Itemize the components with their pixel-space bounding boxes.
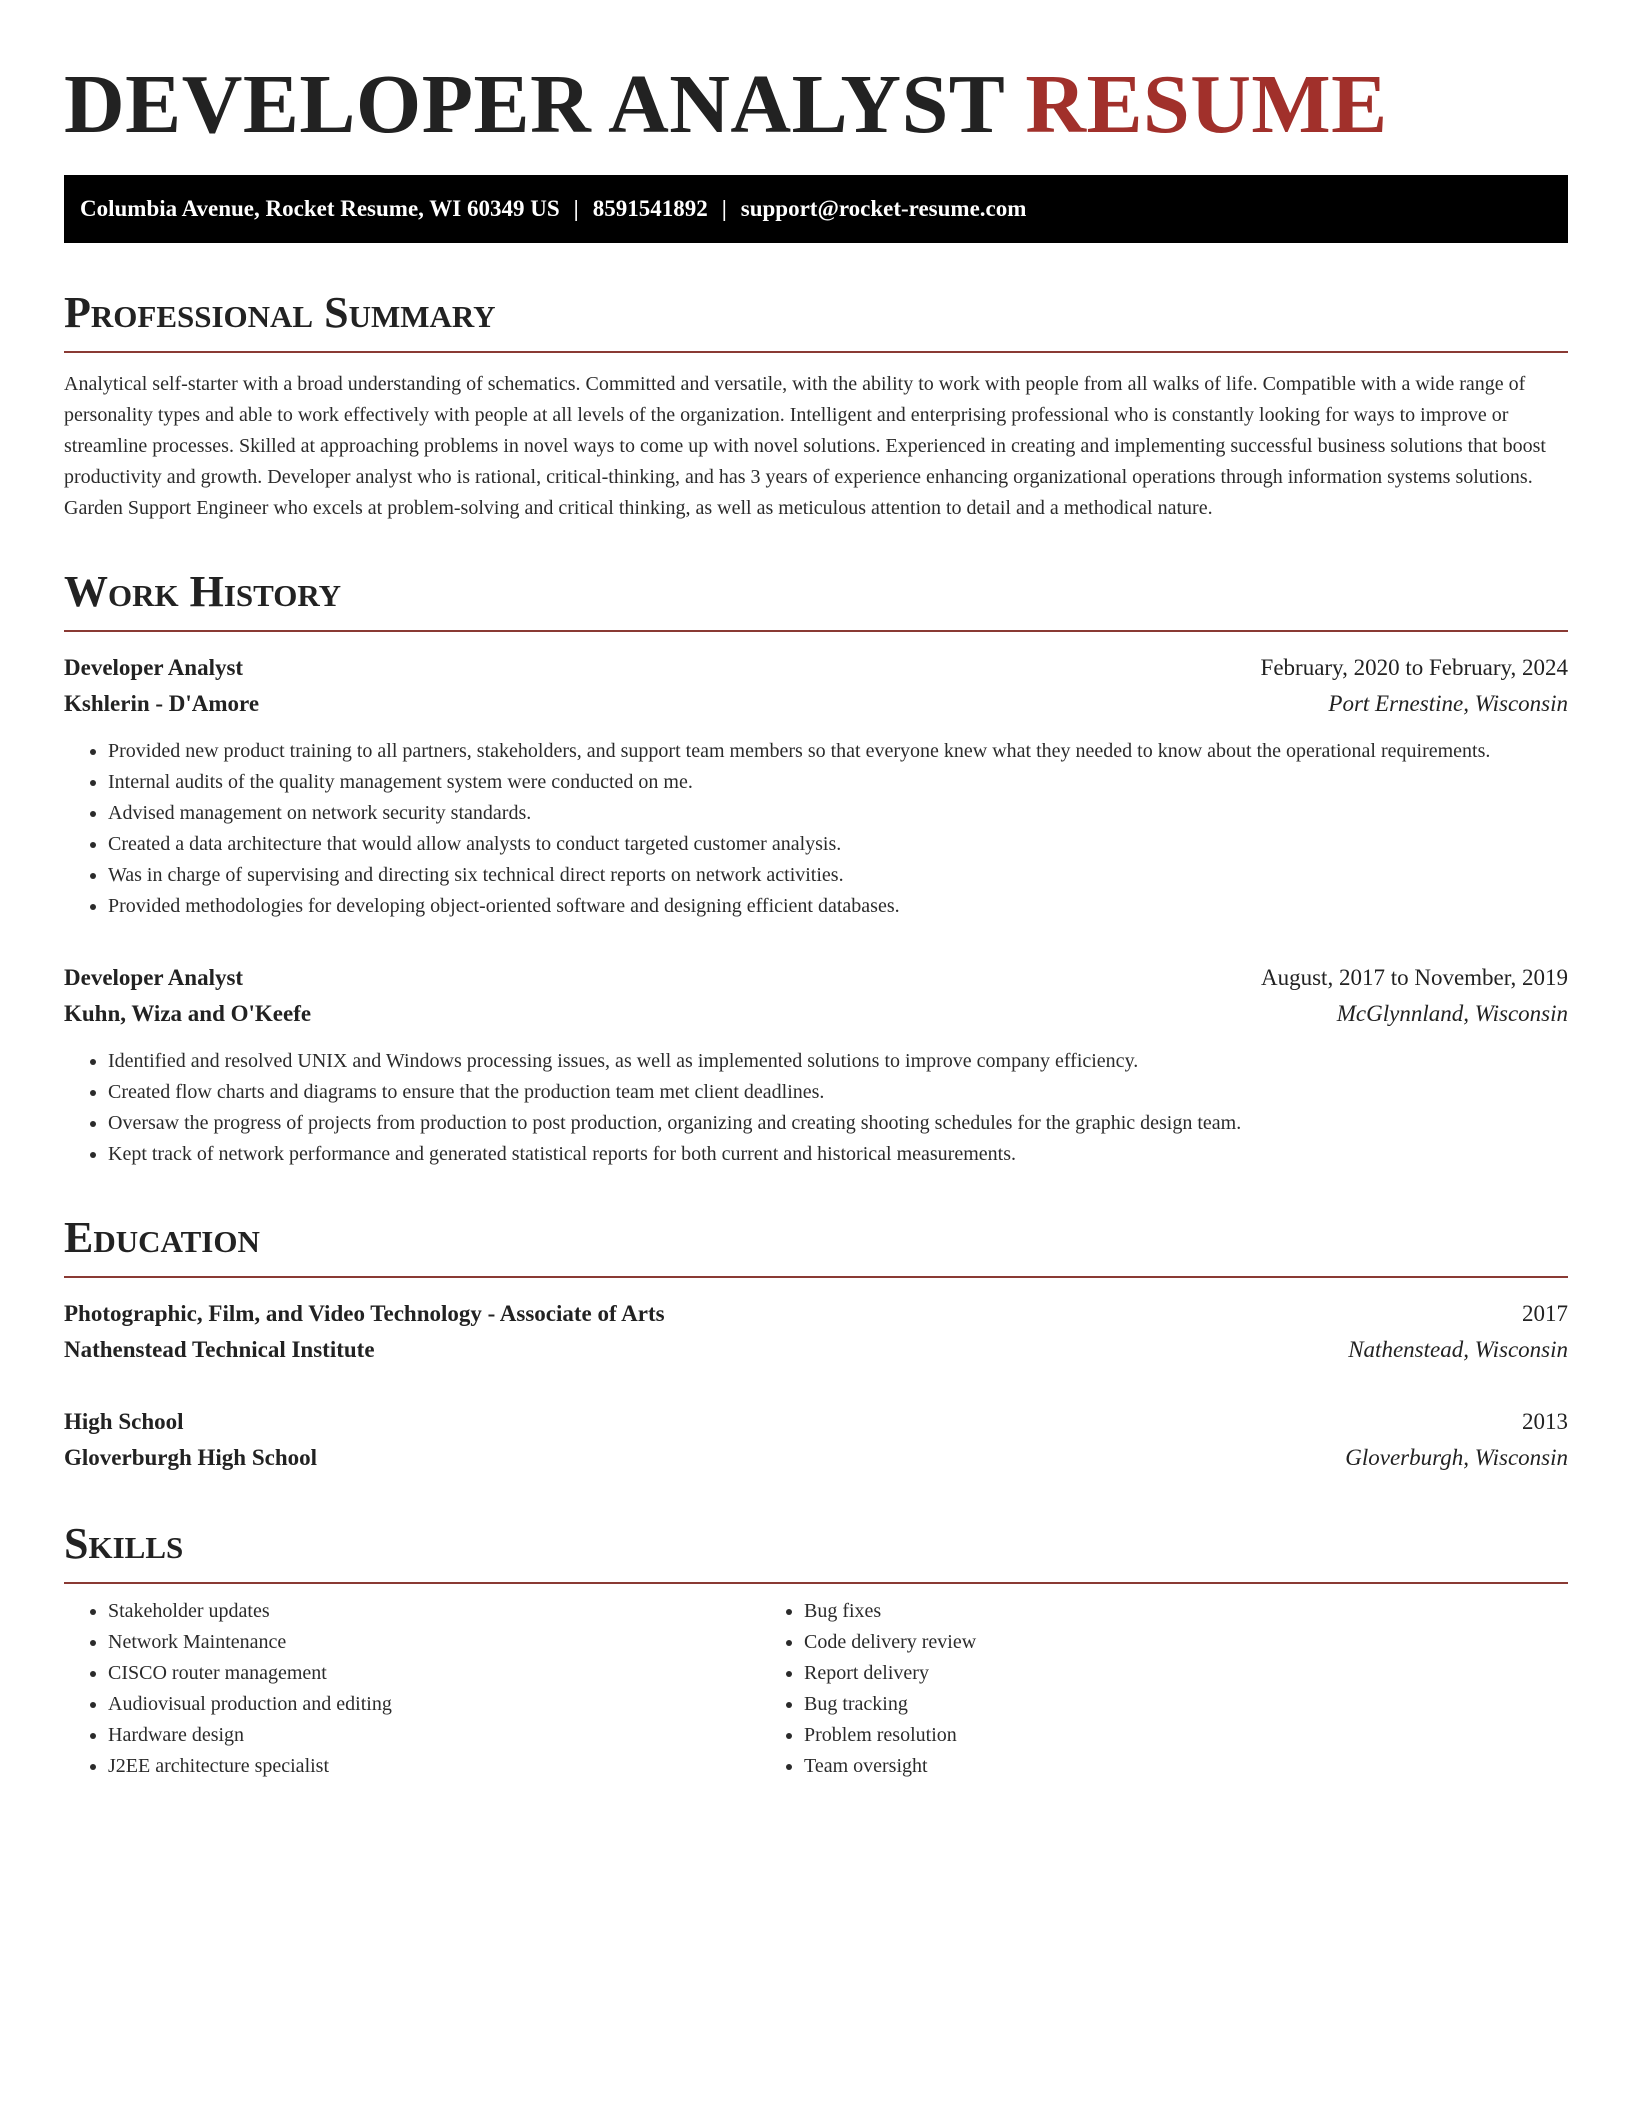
education-degree: Photographic, Film, and Video Technology - Associate of Arts [64, 1301, 665, 1326]
skill-item: • Problem resolution [804, 1720, 1456, 1751]
education-list [64, 1296, 1568, 1476]
list-item: • Advised management on network security standards. [108, 798, 1568, 829]
title-accent: RESUME [1025, 58, 1388, 151]
list-item: • Oversaw the progress of projects from production to post production, organizing and creating shooting schedules for the graphic design team. [108, 1108, 1568, 1139]
job-bullets [64, 736, 1568, 922]
job-company-row [64, 686, 1568, 722]
contact-separator: | [721, 196, 727, 221]
education-location: Gloverburgh, Wisconsin [1345, 1445, 1568, 1470]
job-bullets [64, 1046, 1568, 1170]
education-degree: High School [64, 1409, 184, 1434]
skills-heading: Skills [64, 1520, 1568, 1584]
job-company: Kshlerin - D'Amore [64, 691, 260, 716]
education-school: Nathenstead Technical Institute [64, 1337, 375, 1362]
summary-text: Analytical self-starter with a broad understanding of schematics. Committed and versatile, with the ability to work with people from all walks of life. Compatible with a wide range of personality types and able to work effectively with people at all levels of the organization. Intelligent and enterprising professional who is constantly looking for ways to improve or streamline processes. Skilled at approaching problems in novel ways to come up with novel solutions. Experienced in creating and implementing successful business solutions that boost productivity and growth. Developer analyst who is rational, critical-thinking, and has 3 years of experience enhancing organizational operations through information systems solutions. Garden Support Engineer who excels at problem-solving and critical thinking, as well as meticulous attention to detail and a methodical nature. [64, 373, 1546, 519]
skill-item: • Network Maintenance [108, 1627, 760, 1658]
job-dates: August, 2017 to November, 2019 [1261, 965, 1568, 990]
education-school-row [64, 1440, 1568, 1476]
contact-address: Columbia Avenue, Rocket Resume, WI 60349 US [80, 196, 560, 221]
list-item: • Provided new product training to all partners, stakeholders, and support team members so that everyone knew what they needed to know about the operational requirements. [108, 736, 1568, 767]
job-location: McGlynnland, Wisconsin [1336, 1001, 1568, 1026]
skill-item: • J2EE architecture specialist [108, 1751, 760, 1782]
education-heading: Education [64, 1214, 1568, 1278]
skill-item: • CISCO router management [108, 1658, 760, 1689]
job-dates: February, 2020 to February, 2024 [1260, 655, 1568, 680]
skill-item: • Team oversight [804, 1751, 1456, 1782]
skills-right-column [760, 1596, 1456, 1782]
list-item: • Created flow charts and diagrams to ensure that the production team met client deadlines. [108, 1077, 1568, 1108]
education-degree-row [64, 1296, 1568, 1332]
education-school: Gloverburgh High School [64, 1445, 318, 1470]
education-degree-row [64, 1404, 1568, 1440]
skill-item: • Code delivery review [804, 1627, 1456, 1658]
job-company-row [64, 996, 1568, 1032]
job-entry [64, 960, 1568, 1170]
skills-left-column [64, 1596, 760, 1782]
job-title-row [64, 650, 1568, 686]
resume-title [64, 55, 1568, 155]
skill-item: • Hardware design [108, 1720, 760, 1751]
education-entry [64, 1404, 1568, 1476]
work-history-heading: Work History [64, 568, 1568, 632]
education-school-row [64, 1332, 1568, 1368]
education-location: Nathenstead, Wisconsin [1348, 1337, 1568, 1362]
list-item: • Identified and resolved UNIX and Windows processing issues, as well as implemented solutions to improve company efficiency. [108, 1046, 1568, 1077]
list-item: • Kept track of network performance and generated statistical reports for both current and historical measurements. [108, 1139, 1568, 1170]
skill-item: • Bug fixes [804, 1596, 1456, 1627]
education-entry [64, 1296, 1568, 1368]
title-main: DEVELOPER ANALYST [64, 58, 1004, 151]
summary-heading: Professional Summary [64, 289, 1568, 353]
job-title: Developer Analyst [64, 655, 244, 680]
job-title-row [64, 960, 1568, 996]
contact-bar [64, 175, 1568, 243]
job-entry [64, 650, 1568, 922]
education-year: 2017 [1522, 1301, 1568, 1326]
list-item: • Created a data architecture that would allow analysts to conduct targeted customer analysis. [108, 829, 1568, 860]
list-item: • Was in charge of supervising and directing six technical direct reports on network activities. [108, 860, 1568, 891]
job-title: Developer Analyst [64, 965, 244, 990]
skill-item: • Audiovisual production and editing [108, 1689, 760, 1720]
education-year: 2013 [1522, 1409, 1568, 1434]
skill-item: • Report delivery [804, 1658, 1456, 1689]
skill-item: • Stakeholder updates [108, 1596, 760, 1627]
contact-separator: | [573, 196, 579, 221]
skill-item: • Bug tracking [804, 1689, 1456, 1720]
list-item: • Provided methodologies for developing object-oriented software and designing efficient databases. [108, 891, 1568, 922]
contact-phone: 8591541892 [592, 196, 708, 221]
list-item: • Internal audits of the quality management system were conducted on me. [108, 767, 1568, 798]
skills-columns [64, 1596, 1568, 1782]
contact-email: support@rocket-resume.com [740, 196, 1027, 221]
job-location: Port Ernestine, Wisconsin [1328, 691, 1568, 716]
job-company: Kuhn, Wiza and O'Keefe [64, 1001, 312, 1026]
